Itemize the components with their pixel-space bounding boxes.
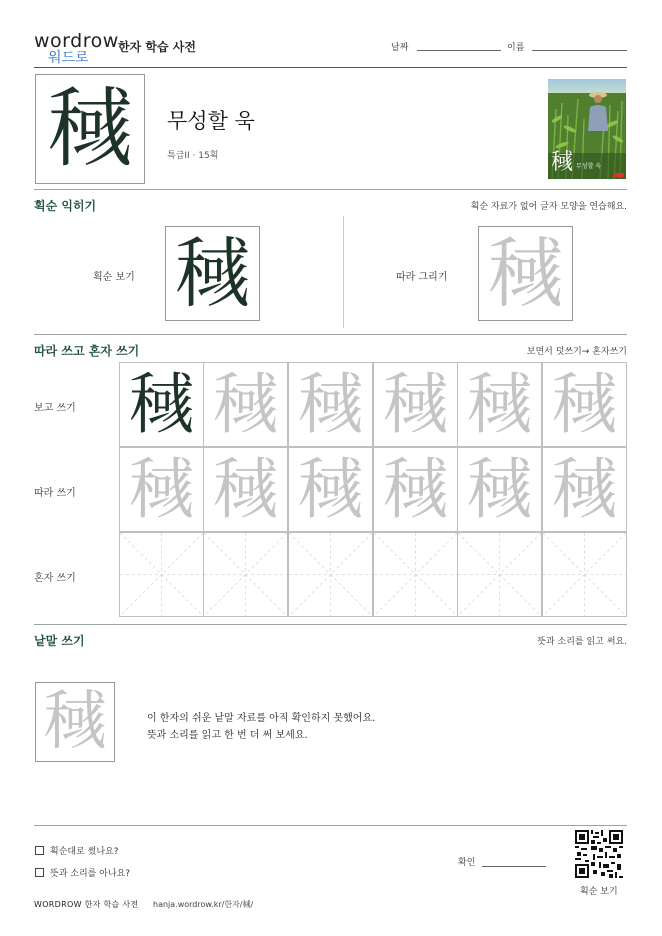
grid-cell[interactable] bbox=[542, 362, 627, 447]
trace-box[interactable] bbox=[478, 226, 573, 321]
logo bbox=[34, 30, 119, 66]
guide-lines bbox=[289, 533, 372, 616]
trace-character: 稶 bbox=[551, 365, 618, 443]
grid-cell-empty[interactable] bbox=[457, 532, 542, 617]
trace-character: 稶 bbox=[382, 450, 449, 528]
grid-cell[interactable] bbox=[203, 447, 288, 532]
qr-code-icon bbox=[575, 830, 623, 878]
guide-lines bbox=[204, 533, 287, 616]
check-stroke-order[interactable] bbox=[35, 844, 119, 857]
meaning-sound: 무성할 욱 bbox=[167, 109, 255, 133]
grid-cell[interactable] bbox=[119, 362, 204, 447]
qr-code[interactable] bbox=[575, 830, 623, 878]
main-character: 稶 bbox=[47, 79, 133, 179]
trace-character: 稶 bbox=[297, 450, 364, 528]
stroke-section-title: 획순 익히기 bbox=[34, 199, 97, 213]
row-label-trace: 따라 쓰기 bbox=[34, 488, 76, 499]
photo-badge bbox=[614, 173, 624, 177]
grid-cell[interactable] bbox=[457, 447, 542, 532]
word-section-note: 뜻과 소리를 읽고 써요. bbox=[537, 637, 627, 647]
app-title: 한자 학습 사전 bbox=[118, 40, 196, 54]
checkbox-icon[interactable] bbox=[35, 868, 44, 877]
guide-lines bbox=[374, 533, 457, 616]
grid-cell[interactable] bbox=[373, 447, 458, 532]
photo-caption-character: 稶 bbox=[551, 150, 574, 175]
grid-cell[interactable] bbox=[119, 447, 204, 532]
trace-character: 稶 bbox=[128, 450, 195, 528]
grid-cell[interactable] bbox=[373, 362, 458, 447]
logo-wordrow: wordrow bbox=[34, 30, 119, 52]
trace-character: 稶 bbox=[212, 365, 279, 443]
guide-lines bbox=[543, 533, 626, 616]
grid-cell-empty[interactable] bbox=[288, 532, 373, 617]
practice-section-note: 보면서 덧쓰기→ 혼자쓰기 bbox=[526, 347, 627, 357]
qr-label: 획순 보기 bbox=[580, 887, 618, 897]
grid-cell[interactable] bbox=[203, 362, 288, 447]
header-divider bbox=[34, 67, 627, 68]
name-label: 이름 bbox=[507, 43, 525, 53]
stroke-view-character: 稶 bbox=[174, 228, 251, 318]
practice-grid bbox=[119, 362, 627, 617]
main-character-box bbox=[35, 74, 145, 184]
practice-section-title: 따라 쓰고 혼자 쓰기 bbox=[34, 344, 140, 358]
grid-cell[interactable] bbox=[457, 362, 542, 447]
stroke-view-box bbox=[165, 226, 260, 321]
stroke-section-note: 획순 자료가 없어 글자 모양을 연습해요. bbox=[470, 202, 627, 212]
grid-cell-empty[interactable] bbox=[203, 532, 288, 617]
illustration-photo bbox=[548, 79, 626, 179]
word-character-box[interactable] bbox=[35, 682, 115, 762]
word-message-line1: 이 한자의 쉬운 낱말 자료를 아직 확인하지 못했어요. bbox=[147, 713, 376, 724]
check-meaning-sound-label: 뜻과 소리를 아나요? bbox=[50, 869, 131, 879]
row-label-alone: 혼자 쓰기 bbox=[34, 573, 76, 584]
trace-character: 稶 bbox=[212, 450, 279, 528]
section-divider-2 bbox=[34, 334, 627, 335]
word-message-line2: 뜻과 소리를 읽고 한 번 더 써 보세요. bbox=[147, 730, 308, 741]
trace-character: 稶 bbox=[487, 228, 564, 318]
grid-cell[interactable] bbox=[288, 362, 373, 447]
guide-lines bbox=[458, 533, 541, 616]
date-field[interactable] bbox=[417, 50, 501, 51]
model-character: 稶 bbox=[128, 365, 195, 443]
grid-cell-empty[interactable] bbox=[542, 532, 627, 617]
trace-character: 稶 bbox=[466, 450, 533, 528]
date-label: 날짜 bbox=[391, 43, 409, 53]
stroke-section-vdivider bbox=[343, 216, 344, 328]
section-divider-1 bbox=[34, 189, 627, 190]
footer-url[interactable]: hanja.wordrow.kr/한자/稶/ bbox=[153, 900, 254, 909]
section-divider-4 bbox=[34, 825, 627, 826]
word-section-title: 낱말 쓰기 bbox=[34, 634, 85, 648]
row-label-look: 보고 쓰기 bbox=[34, 403, 76, 414]
name-field[interactable] bbox=[532, 50, 627, 51]
logo-korean: 워드로 bbox=[48, 50, 89, 66]
grid-cell[interactable] bbox=[288, 447, 373, 532]
checkbox-icon[interactable] bbox=[35, 846, 44, 855]
trace-character: 稶 bbox=[382, 365, 449, 443]
grid-cell-empty[interactable] bbox=[373, 532, 458, 617]
trace-character: 稶 bbox=[297, 365, 364, 443]
check-meaning-sound[interactable] bbox=[35, 866, 130, 879]
check-stroke-order-label: 획순대로 썼나요? bbox=[50, 847, 119, 857]
section-divider-3 bbox=[34, 624, 627, 625]
grid-cell[interactable] bbox=[542, 447, 627, 532]
stroke-view-label: 획순 보기 bbox=[93, 272, 135, 283]
trace-character: 稶 bbox=[466, 365, 533, 443]
grid-cell-empty[interactable] bbox=[119, 532, 204, 617]
level-strokes: 특급II · 15획 bbox=[167, 151, 219, 161]
confirm-label: 확인 bbox=[458, 858, 476, 868]
confirm-field[interactable] bbox=[482, 866, 546, 867]
word-trace-character: 稶 bbox=[43, 685, 107, 759]
guide-lines bbox=[120, 533, 203, 616]
trace-character: 稶 bbox=[551, 450, 618, 528]
trace-label: 따라 그리기 bbox=[396, 272, 448, 283]
footer-brand: WORDROW 한자 학습 사전 bbox=[34, 900, 139, 909]
photo-caption-text: 무성할 욱 bbox=[576, 163, 602, 170]
